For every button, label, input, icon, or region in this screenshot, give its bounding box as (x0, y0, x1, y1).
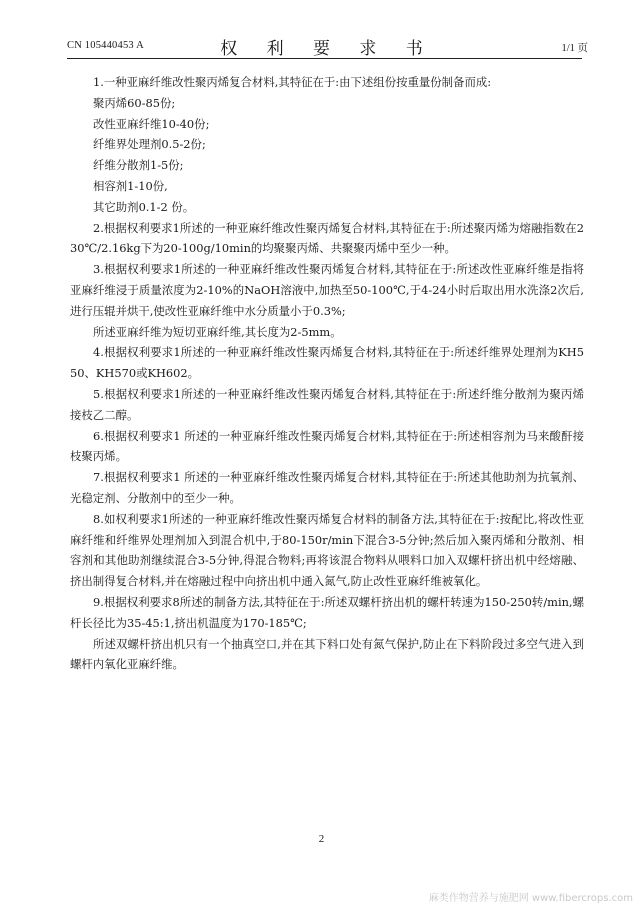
claim-4: 4.根据权利要求1所述的一种亚麻纤维改性聚丙烯复合材料,其特征在于:所述纤维界处理剂为KH550、KH570或KH602。 (70, 345, 584, 381)
claim-1-item: 改性亚麻纤维10-40份; (93, 116, 210, 131)
claim-7: 7.根据权利要求1 所述的一种亚麻纤维改性聚丙烯复合材料,其特征在于:所述其他助剂为抗氧剂、光稳定剂、分散剂中的至少一种。 (70, 470, 584, 505)
claim-3: 3.根据权利要求1所述的一种亚麻纤维改性聚丙烯复合材料,其特征在于:所述改性亚麻纤维是指将亚麻纤维浸于质量浓度为2-10%的NaOH溶液中,加热至50-100℃,于4-24小时后取出用水洗涤2次后,进行压辊并烘干,使改性亚麻纤维中水分质量小于0.3%; (70, 262, 584, 318)
page-number: 2 (318, 833, 325, 845)
claim-5: 5.根据权利要求1所述的一种亚麻纤维改性聚丙烯复合材料,其特征在于:所述纤维分散剂为聚丙烯接枝乙二醇。 (70, 386, 584, 422)
claims-body (70, 72, 584, 675)
page-header (0, 0, 643, 60)
claim-1-item: 纤维分散剂1-5份; (93, 158, 184, 173)
claim-9-continued: 所述双螺杆挤出机只有一个抽真空口,并在其下料口处有氮气保护,防止在下料阶段过多空气进入到螺杆内氧化亚麻纤维。 (70, 636, 584, 672)
claim-3-continued: 所述亚麻纤维为短切亚麻纤维,其长度为2-5mm。 (93, 324, 342, 339)
claim-1-item: 相容剂1-10份, (93, 178, 168, 193)
claim-2: 2.根据权利要求1所述的一种亚麻纤维改性聚丙烯复合材料,其特征在于:所述聚丙烯为熔融指数在230℃/2.16kg下为20-100g/10min的均聚聚丙烯、共聚聚丙烯中至少一种。 (70, 220, 584, 256)
claim-1: 1.一种亚麻纤维改性聚丙烯复合材料,其特征在于:由下述组份按重量份制备而成: (93, 75, 492, 89)
header-divider (67, 58, 582, 59)
claim-1-item: 纤维界处理剂0.5-2份; (93, 137, 206, 152)
patent-number: CN 105440453 A (67, 40, 144, 51)
page-info: 1/1 页 (561, 43, 588, 54)
claim-8: 8.如权利要求1所述的一种亚麻纤维改性聚丙烯复合材料的制备方法,其特征在于:按配比,将改性亚麻纤维和纤维界处理剂加入到混合机中,于80-150r/min下混合3-5分钟;然后加入聚丙烯和分散剂、相容剂和其他助剂继续混合3-5分钟,得混合物料;再将该混合物料从喂料口加入双螺杆挤出机中经熔融、挤出制得复合材料,并在熔融过程中向挤出机中通入氮气,防止改性亚麻纤维被氧化。 (70, 511, 584, 589)
claim-9: 9.根据权利要求8所述的制备方法,其特征在于:所述双螺杆挤出机的螺杆转速为150-250转/min,螺杆长径比为35-45:1,挤出机温度为170-185℃; (70, 594, 584, 630)
claim-1-item: 其它助剂0.1-2 份。 (93, 199, 195, 214)
claim-1-item: 聚丙烯60-85份; (93, 95, 176, 110)
document-title: 权 利 要 求 书 (220, 39, 435, 59)
watermark: 麻类作物营养与施肥网 www.fibercrops.com (428, 893, 633, 904)
claim-6: 6.根据权利要求1 所述的一种亚麻纤维改性聚丙烯复合材料,其特征在于:所述相容剂为马来酸酐接枝聚丙烯。 (70, 428, 584, 464)
